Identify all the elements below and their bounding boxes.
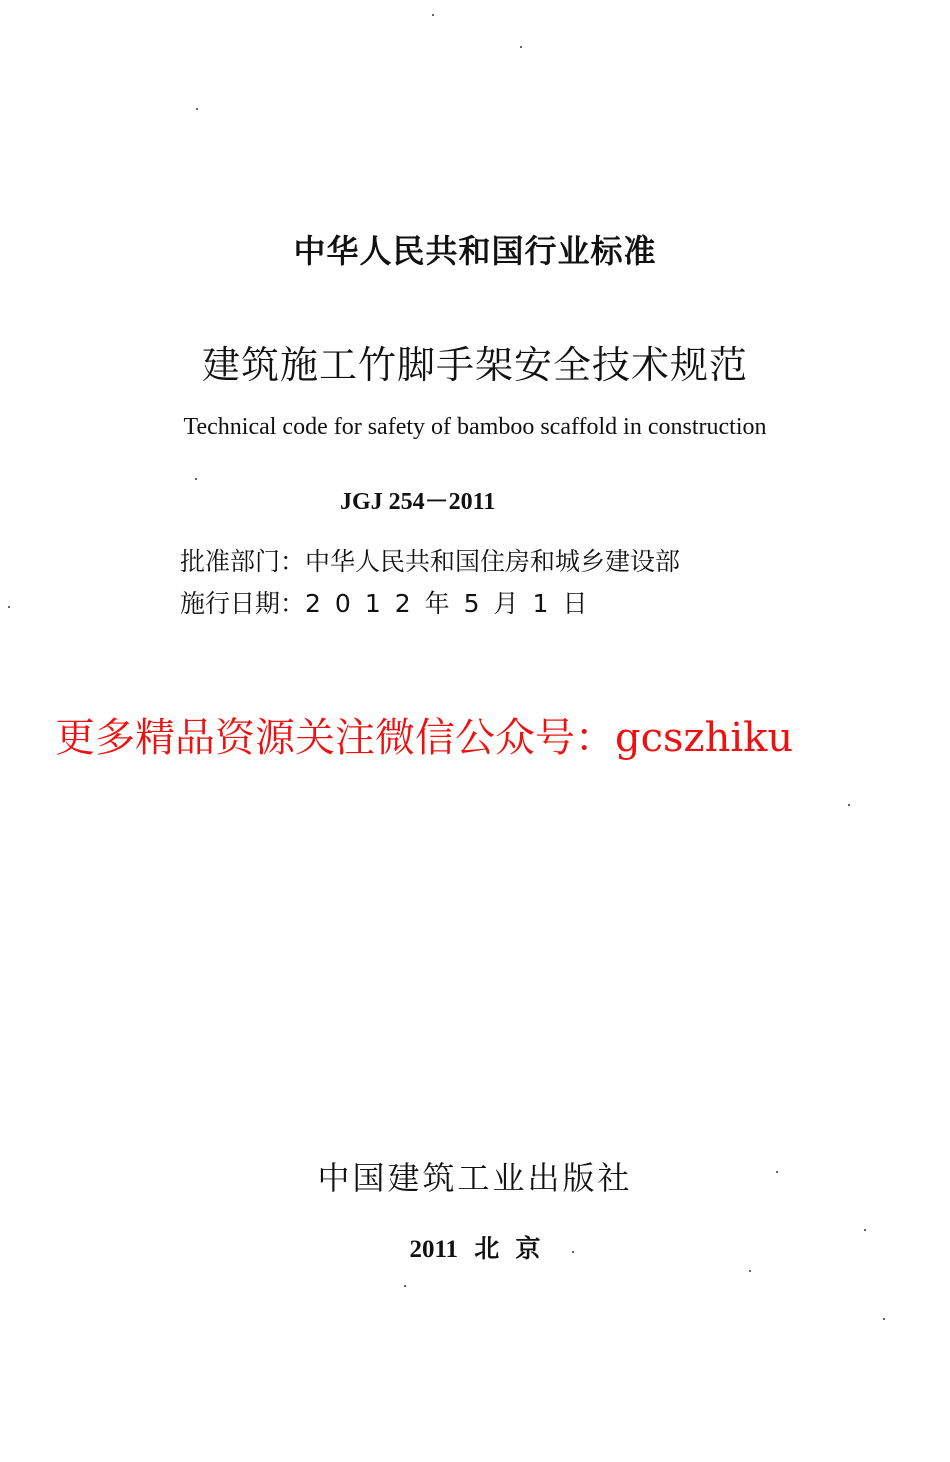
code-number: JGJ 254－2011 [340,489,496,515]
scan-speck [864,1229,866,1231]
standard-category: 中华人民共和国行业标准 [293,232,657,270]
approval-value: 中华人民共和国住房和城乡建设部 [305,547,681,576]
publisher: 中国建筑工业出版社 [317,1159,633,1197]
scan-speck [848,804,850,806]
promo-watermark-text: 更多精品资源关注微信公众号：gcszhiku [55,715,794,761]
scan-speck [8,606,10,608]
scan-speck [776,1171,778,1173]
publication-year-city: 2011 北 京 [409,1236,541,1263]
scan-speck [883,1318,885,1320]
scan-speck [520,46,522,48]
approval-row [180,542,680,578]
implementation-label: 施行日期： [180,589,306,618]
scan-speck [572,1251,574,1253]
implementation-value: 2012年5月1日 [305,589,602,618]
implementation-date-row [180,584,601,620]
scan-speck [195,478,197,480]
scan-speck [749,1270,751,1272]
approval-label: 批准部门： [180,547,306,576]
scan-speck [432,14,434,16]
title-chinese: 建筑施工竹脚手架安全技术规范 [201,343,748,387]
title-english: Technical code for safety of bamboo scaffold in construction [183,414,767,440]
scan-speck [404,1285,406,1287]
scan-speck [196,108,198,110]
